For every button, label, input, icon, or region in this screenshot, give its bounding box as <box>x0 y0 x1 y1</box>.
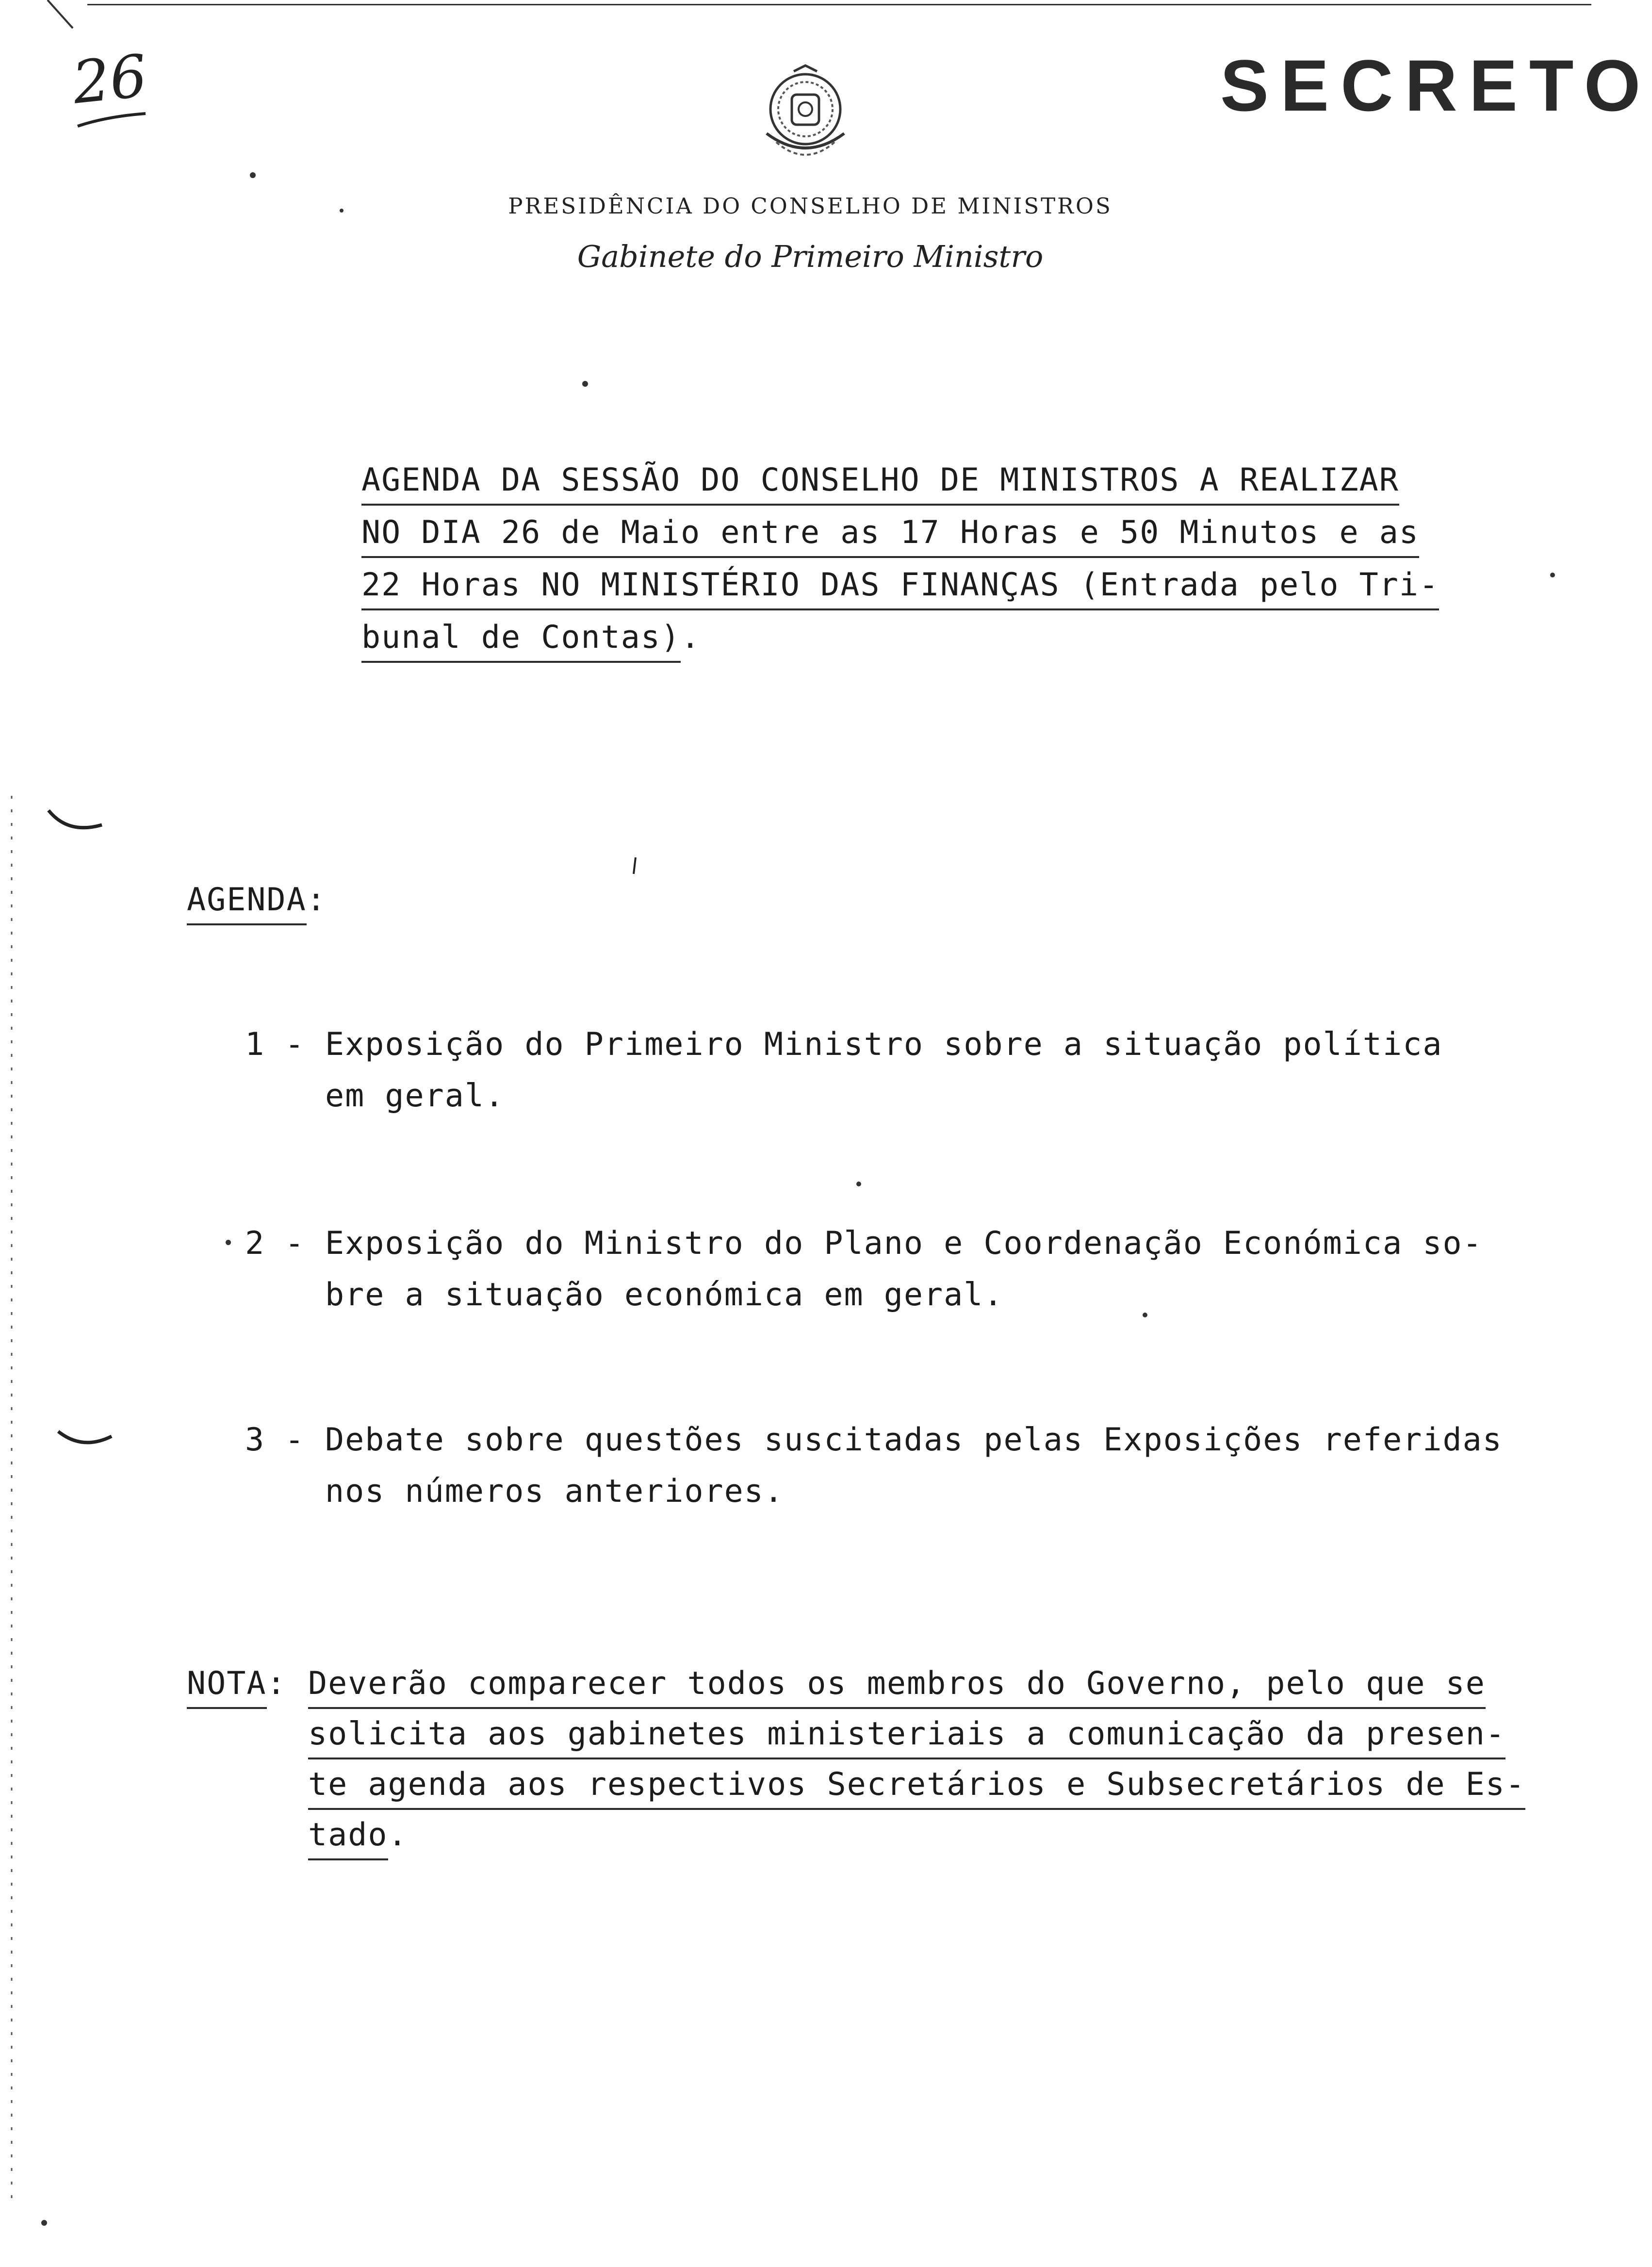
title-line: NO DIA 26 de Maio entre as 17 Horas e 50 Minutos e as <box>361 509 1429 561</box>
note-line: Deverão comparecer todos os membros do Governo, pelo que se <box>308 1659 1521 1710</box>
scan-mark <box>631 856 640 876</box>
agenda-item-text: Exposição do Ministro do Plano e Coordenação Económica so- <box>325 1225 1483 1262</box>
scan-speck <box>582 381 588 387</box>
scan-speck <box>41 2220 47 2226</box>
classification-stamp: SECRETO <box>1220 45 1652 126</box>
note-line: te agenda aos respectivos Secretários e Subsecretários de Es- <box>308 1760 1521 1811</box>
handwritten-underline <box>73 112 150 131</box>
title-line: 22 Horas NO MINISTÉRIO DAS FINANÇAS (Entrada pelo Tri- <box>361 561 1429 613</box>
scan-speck <box>226 1240 231 1245</box>
title-line: bunal de Contas). <box>361 613 1429 666</box>
note-body <box>308 1659 1526 1861</box>
scan-corner-mark <box>0 0 97 39</box>
agenda-item-text: em geral. <box>325 1078 505 1114</box>
agenda-item-text: bre a situação económica em geral. <box>325 1277 1004 1313</box>
scan-top-edge <box>87 4 1591 5</box>
agenda-item-number: 3 - <box>245 1422 305 1458</box>
coat-of-arms-seal-icon <box>747 61 864 177</box>
letterhead: PRESIDÊNCIA DO CONSELHO DE MINISTROS <box>508 193 1112 219</box>
note-line: solicita aos gabinetes ministeriais a comunicação da presen- <box>308 1710 1521 1760</box>
sub-letterhead: Gabinete do Primeiro Ministro <box>577 239 1044 274</box>
agenda-item-number: 2 - <box>245 1225 305 1262</box>
agenda-item-text: Debate sobre questões suscitadas pelas Exposições referidas <box>325 1422 1503 1458</box>
scan-speck <box>250 172 256 178</box>
scan-left-edge-dashes <box>7 796 16 2203</box>
agenda-item-text: Exposição do Primeiro Ministro sobre a situação política <box>325 1026 1443 1063</box>
margin-bracket-mark <box>44 805 112 844</box>
note-line: tado. <box>308 1811 1521 1861</box>
agenda-title <box>361 456 1439 666</box>
margin-bracket-mark <box>53 1422 121 1461</box>
scan-speck <box>856 1182 861 1186</box>
handwritten-page-number: 26 <box>69 42 150 117</box>
note-heading: NOTA: <box>187 1659 287 1709</box>
agenda-item-number: 1 - <box>245 1026 305 1063</box>
agenda-heading: AGENDA: <box>187 876 327 925</box>
agenda-item-text: nos números anteriores. <box>325 1473 785 1510</box>
scan-speck <box>340 209 343 213</box>
title-line: AGENDA DA SESSÃO DO CONSELHO DE MINISTROS A REALIZAR <box>361 456 1429 509</box>
scan-speck <box>1550 573 1555 577</box>
scan-speck <box>1143 1313 1147 1317</box>
